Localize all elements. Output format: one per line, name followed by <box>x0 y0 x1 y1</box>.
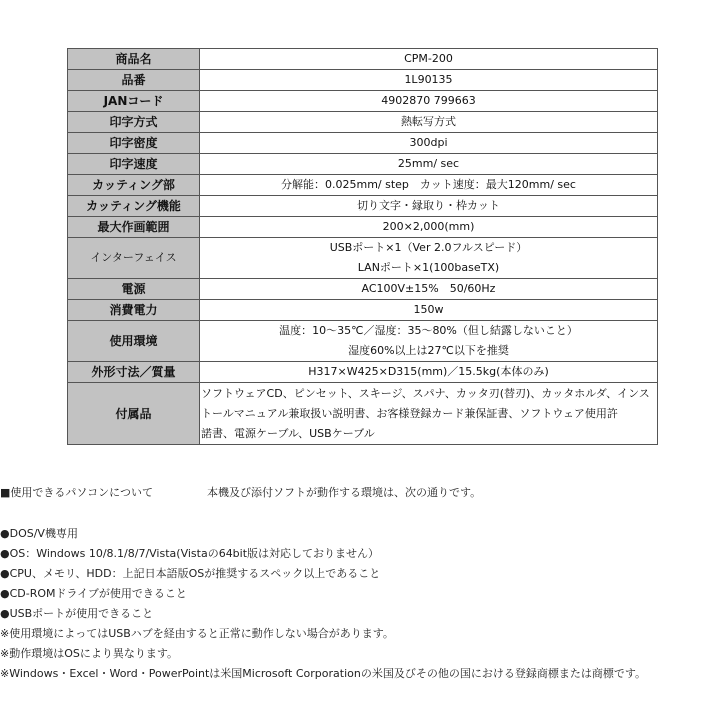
table-row <box>68 49 658 70</box>
row-label: 消費電力 <box>68 300 200 321</box>
row-value-line: ソフトウェアCD、ピンセット、スキージ、スパナ、カッタ刃(替刃)、カッタホルダ、インス <box>201 386 650 400</box>
row-value <box>200 321 658 362</box>
row-value: H317×W425×D315(mm)／15.5kg(本体のみ) <box>200 362 658 383</box>
list-item: ●CD-ROMドライブが使用できること <box>0 587 187 600</box>
table-row <box>68 217 658 238</box>
row-value: 熱転写方式 <box>200 112 658 133</box>
table-row <box>68 196 658 217</box>
row-label: 品番 <box>68 70 200 91</box>
row-value <box>200 238 658 279</box>
row-label: 使用環境 <box>68 321 200 362</box>
table-row <box>68 300 658 321</box>
list-item: ●OS：Windows 10/8.1/8/7/Vista(Vistaの64bit版は対応しておりません） <box>0 547 380 560</box>
row-label: 印字密度 <box>68 133 200 154</box>
row-value: 切り文字・縁取り・枠カット <box>200 196 658 217</box>
row-label: カッティング部 <box>68 175 200 196</box>
row-value-line: トールマニュアル兼取扱い説明書、お客様登録カード兼保証書、ソフトウェア使用許 <box>201 406 618 420</box>
table-row <box>68 154 658 175</box>
row-value-line: 諾書、電源ケーブル、USBケーブル <box>201 426 375 440</box>
list-item: ※Windows・Excel・Word・PowerPointは米国Microsoft Corporationの米国及びその他の国における登録商標または商標です。 <box>0 667 646 680</box>
row-value: 25mm/ sec <box>200 154 658 175</box>
table-row <box>68 279 658 300</box>
row-value <box>200 383 658 445</box>
list-item: ●DOS/V機専用 <box>0 527 78 540</box>
row-value: CPM-200 <box>200 49 658 70</box>
row-value: AC100V±15% 50/60Hz <box>200 279 658 300</box>
list-item: ※動作環境はOSにより異なります。 <box>0 647 178 660</box>
row-value-line: 温度：10～35℃／湿度：35～80%（但し結露しないこと） <box>279 324 578 337</box>
row-label: JANコード <box>68 91 200 112</box>
table-row <box>68 70 658 91</box>
row-value: 200×2,000(mm) <box>200 217 658 238</box>
section-heading-description: 本機及び添付ソフトが動作する環境は、次の通りです。 <box>207 486 482 499</box>
row-value: 4902870 799663 <box>200 91 658 112</box>
table-row <box>68 383 658 445</box>
table-row <box>68 91 658 112</box>
row-label: インターフェイス <box>68 238 200 279</box>
section-heading <box>0 484 153 502</box>
row-label: 印字速度 <box>68 154 200 175</box>
table-row <box>68 133 658 154</box>
row-label: 印字方式 <box>68 112 200 133</box>
table-row <box>68 321 658 362</box>
row-value: 1L90135 <box>200 70 658 91</box>
list-item: ※使用環境によってはUSBハブを経由すると正常に動作しない場合があります。 <box>0 627 394 640</box>
row-value: 分解能：0.025mm/ step カット速度：最大120mm/ sec <box>200 175 658 196</box>
list-item: ●USBポートが使用できること <box>0 607 154 620</box>
row-label: 電源 <box>68 279 200 300</box>
row-label: 商品名 <box>68 49 200 70</box>
table-row <box>68 362 658 383</box>
row-value-line: LANポート×1(100baseTX) <box>357 261 500 274</box>
table-row <box>68 175 658 196</box>
row-label: 外形寸法／質量 <box>68 362 200 383</box>
table-row <box>68 238 658 279</box>
spec-table <box>67 48 658 445</box>
row-value-line: 湿度60%以上は27℃以下を推奨 <box>348 344 509 357</box>
table-row <box>68 112 658 133</box>
row-label: カッティング機能 <box>68 196 200 217</box>
row-label: 最大作画範囲 <box>68 217 200 238</box>
row-value-line: USBポート×1（Ver 2.0フルスピード） <box>329 241 528 254</box>
row-label: 付属品 <box>68 383 200 445</box>
row-value: 150w <box>200 300 658 321</box>
list-item: ●CPU、メモリ、HDD：上記日本語版OSが推奨するスペック以上であること <box>0 567 381 580</box>
row-value: 300dpi <box>200 133 658 154</box>
section-heading-title: ■使用できるパソコンについて <box>0 486 153 499</box>
